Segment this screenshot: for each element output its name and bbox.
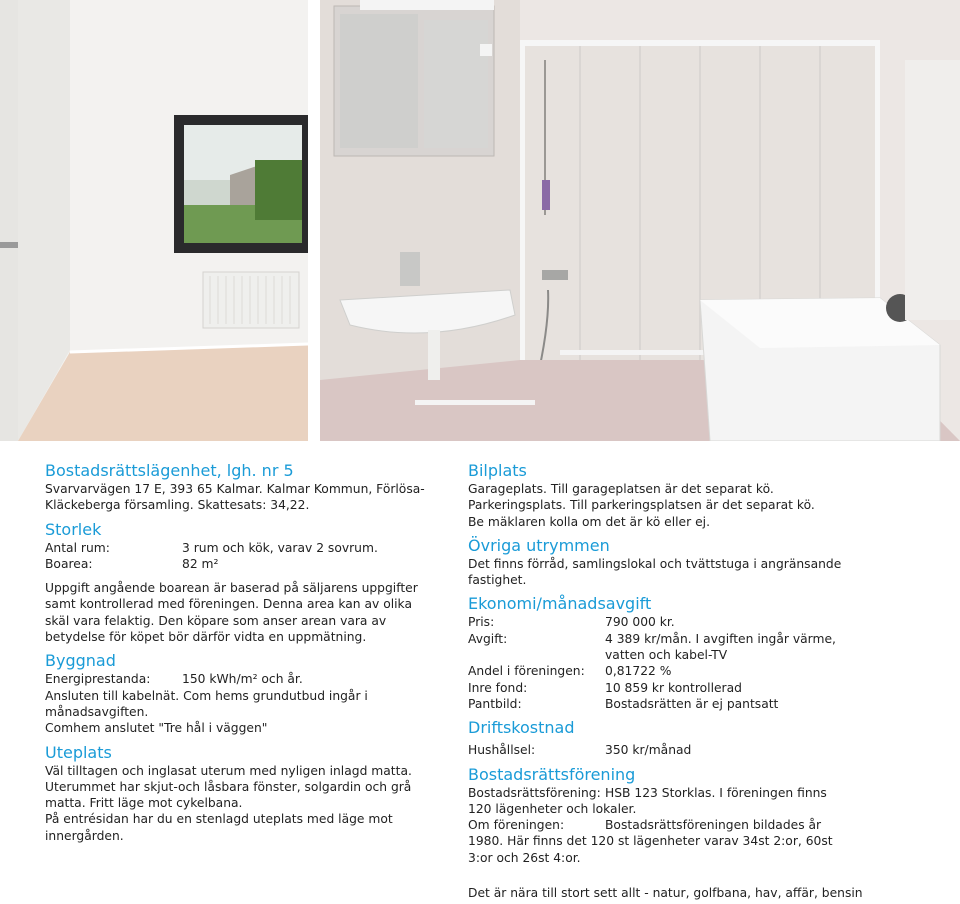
parking-line-3: Be mäklaren kolla om det är kö eller ej. xyxy=(468,514,710,529)
association-name xyxy=(468,785,840,818)
address-text: Svarvarvägen 17 E, 393 65 Kalmar. Kalmar Kommun, Förlösa-Kläckeberga församling. Skattesats: 34,22. xyxy=(45,482,425,513)
building-heading: Byggnad xyxy=(45,651,116,671)
economy-row xyxy=(468,631,868,664)
economy-label: Inre fond: xyxy=(468,680,528,695)
energy-row xyxy=(45,671,440,687)
footer-text: Det är nära till stort sett allt - natur, golfbana, hav, affär, bensin xyxy=(468,886,863,900)
patio-text-2: På entrésidan har du en stenlagd uteplats med läge mot innergården. xyxy=(45,812,393,843)
size-heading: Storlek xyxy=(45,519,102,539)
economy-row xyxy=(468,614,868,630)
association-about-label: Om föreningen: xyxy=(468,818,565,833)
association-name-label: Bostadsrättsförening: xyxy=(468,785,601,800)
rooms-label: Antal rum: xyxy=(45,540,110,555)
parking-heading: Bilplats xyxy=(468,461,527,480)
economy-row xyxy=(468,663,868,679)
other-spaces-text: Det finns förråd, samlingslokal och tvättstuga i angränsande fastighet. xyxy=(468,556,842,588)
association-about xyxy=(468,817,858,866)
left-column xyxy=(45,461,440,844)
parking-line-1: Garageplats. Till garageplatsen är det separat kö. xyxy=(468,482,774,496)
economy-label: Andel i föreningen: xyxy=(468,664,585,679)
association-about-value: Bostadsrättsföreningen bildades år 1980. Här finns det 120 st lägenheter varav 34st 2:or, 60st 3:or och 26st 4:or. xyxy=(468,818,833,865)
economy-row xyxy=(468,696,868,712)
listing-title: Bostadsrättslägenhet, lgh. nr 5 xyxy=(45,461,294,480)
rooms-row xyxy=(45,540,440,556)
association-heading: Bostadsrättsförening xyxy=(468,764,636,784)
economy-heading: Ekonomi/månadsavgift xyxy=(468,594,652,614)
patio-heading: Uteplats xyxy=(45,742,112,762)
area-note: Uppgift angående boarean är baserad på säljarens uppgifter samt kontrollerad med föreningen. Denna area kan av olika skäl vara felaktig. Den köpare som anser arean vara av betydelse för köpet bör därför vidta en uppmätning. xyxy=(45,581,418,645)
right-column xyxy=(468,461,868,866)
economy-label: Pris: xyxy=(468,615,495,630)
economy-row xyxy=(468,680,868,696)
economy-value: 10 859 kr kontrollerad xyxy=(605,680,742,695)
economy-label: Pantbild: xyxy=(468,696,522,711)
economy-value: 790 000 kr. xyxy=(605,615,675,630)
economy-value: 4 389 kr/mån. I avgiften ingår värme, vatten och kabel-TV xyxy=(605,631,836,663)
running-cost-heading: Driftskostnad xyxy=(468,718,575,738)
electricity-value: 350 kr/månad xyxy=(605,743,692,758)
association-name-value: HSB 123 Storklas. I föreningen finns 120 lägenheter och lokaler. xyxy=(468,785,827,816)
electricity-row xyxy=(468,742,868,758)
rooms-value: 3 rum och kök, varav 2 sovrum. xyxy=(182,540,378,555)
energy-label: Energiprestanda: xyxy=(45,672,151,687)
area-value: 82 m² xyxy=(182,556,219,571)
bathroom-photo xyxy=(320,0,960,441)
bedroom-photo xyxy=(0,0,308,441)
area-row xyxy=(45,556,440,572)
cable-text: Ansluten till kabelnät. Com hems grundutbud ingår i månadsavgiften. xyxy=(45,688,368,719)
area-label: Boarea: xyxy=(45,556,93,571)
energy-value: 150 kWh/m² och år. xyxy=(182,672,303,687)
economy-value: 0,81722 % xyxy=(605,664,672,679)
electricity-label: Hushållsel: xyxy=(468,743,536,758)
economy-value: Bostadsrätten är ej pantsatt xyxy=(605,696,779,711)
other-spaces-heading: Övriga utrymmen xyxy=(468,535,610,555)
patio-text-1: Väl tilltagen och inglasat uterum med nyligen inlagd matta. Uterummet har skjut-och låsbara fönster, solgardin och grå matta. Fritt läge mot cykelbana. xyxy=(45,763,412,811)
parking-line-2: Parkeringsplats. Till parkeringsplatsen är det separat kö. xyxy=(468,498,815,513)
comhem-text: Comhem anslutet "Tre hål i väggen" xyxy=(45,721,268,736)
economy-label: Avgift: xyxy=(468,631,508,646)
